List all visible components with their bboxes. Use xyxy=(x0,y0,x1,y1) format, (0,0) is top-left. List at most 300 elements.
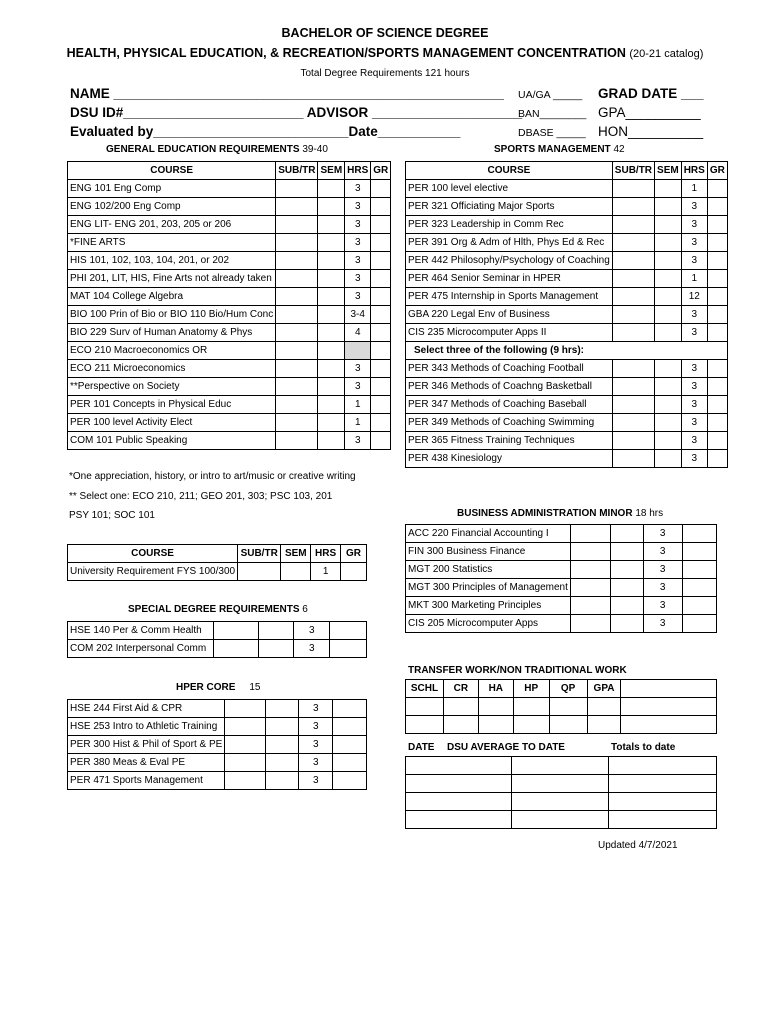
hours-cell: 3 xyxy=(643,561,682,579)
grade-cell[interactable] xyxy=(707,180,727,198)
sem-cell[interactable] xyxy=(281,563,311,581)
degree-title: BACHELOR OF SCIENCE DEGREE xyxy=(281,26,489,40)
hours-cell: 3 xyxy=(681,216,707,234)
select-three-label: Select three of the following (9 hrs): xyxy=(406,342,728,360)
course-name: PER 323 Leadership in Comm Rec xyxy=(406,216,613,234)
header-schl: SCHL xyxy=(406,680,444,698)
transfer-cell[interactable] xyxy=(478,698,513,716)
hours-cell: 3 xyxy=(681,324,707,342)
table-row xyxy=(68,306,391,324)
course-name: ENG 102/200 Eng Comp xyxy=(68,198,276,216)
date-row xyxy=(406,793,717,811)
grade-cell[interactable] xyxy=(707,288,727,306)
hours-cell: 3 xyxy=(345,234,371,252)
header-gr: GR xyxy=(371,162,391,180)
sem-cell[interactable] xyxy=(611,597,643,615)
sem-cell[interactable] xyxy=(266,754,299,772)
grade-cell[interactable] xyxy=(371,342,391,360)
sem-cell[interactable] xyxy=(611,543,643,561)
blank-cell[interactable] xyxy=(621,680,717,698)
sub-tr-cell[interactable] xyxy=(570,597,610,615)
sem-cell[interactable] xyxy=(318,270,345,288)
table-row xyxy=(68,622,367,640)
sem-cell[interactable] xyxy=(318,432,345,450)
sub-tr-cell[interactable] xyxy=(276,378,318,396)
grade-cell[interactable] xyxy=(707,252,727,270)
grade-cell[interactable] xyxy=(371,180,391,198)
sem-cell[interactable] xyxy=(266,700,299,718)
hours-cell: 1 xyxy=(681,270,707,288)
sub-tr-cell[interactable] xyxy=(276,180,318,198)
hours-cell: 1 xyxy=(311,563,341,581)
table-row xyxy=(68,563,367,581)
table-row xyxy=(406,579,717,597)
date-row xyxy=(406,757,717,775)
sem-cell[interactable] xyxy=(266,736,299,754)
sub-tr-cell[interactable] xyxy=(570,543,610,561)
date-cell[interactable] xyxy=(406,775,512,793)
sem-cell[interactable] xyxy=(611,525,643,543)
sub-tr-cell[interactable] xyxy=(276,324,318,342)
sem-cell[interactable] xyxy=(655,360,682,378)
transfer-cell[interactable] xyxy=(621,698,717,716)
course-name: PER 321 Officiating Major Sports xyxy=(406,198,613,216)
sub-tr-cell[interactable] xyxy=(612,378,654,396)
sem-cell[interactable] xyxy=(655,180,682,198)
grade-cell[interactable] xyxy=(333,718,367,736)
table-row xyxy=(406,525,717,543)
hon-field[interactable]: HON__________ xyxy=(598,124,704,139)
transfer-cell[interactable] xyxy=(513,716,549,734)
grade-cell[interactable] xyxy=(707,360,727,378)
sub-tr-cell[interactable] xyxy=(276,342,318,360)
table-row xyxy=(406,597,717,615)
transfer-cell[interactable] xyxy=(587,698,621,716)
table-row xyxy=(68,754,367,772)
sem-cell[interactable] xyxy=(318,306,345,324)
sem-cell[interactable] xyxy=(655,450,682,468)
grade-cell[interactable] xyxy=(340,563,366,581)
sub-tr-cell[interactable] xyxy=(276,360,318,378)
grade-cell[interactable] xyxy=(707,306,727,324)
table-row xyxy=(406,561,717,579)
course-name: COM 202 Interpersonal Comm xyxy=(68,640,214,658)
transfer-cell[interactable] xyxy=(406,698,444,716)
sem-cell[interactable] xyxy=(655,234,682,252)
course-name: MGT 300 Principles of Management xyxy=(406,579,571,597)
hours-cell: 3 xyxy=(345,360,371,378)
table-row xyxy=(68,288,391,306)
course-name: PHI 201, LIT, HIS, Fine Arts not already taken xyxy=(68,270,276,288)
header-gr: GR xyxy=(340,545,366,563)
transfer-cell[interactable] xyxy=(549,698,587,716)
sub-tr-cell[interactable] xyxy=(612,234,654,252)
sub-tr-cell[interactable] xyxy=(570,525,610,543)
table-row xyxy=(406,216,728,234)
grade-cell[interactable] xyxy=(707,270,727,288)
sem-cell[interactable] xyxy=(318,216,345,234)
header-sem: SEM xyxy=(281,545,311,563)
header-sub-tr: SUB/TR xyxy=(612,162,654,180)
sub-tr-cell[interactable] xyxy=(225,754,266,772)
grade-cell[interactable] xyxy=(371,378,391,396)
sem-cell[interactable] xyxy=(318,252,345,270)
course-name: ENG 101 Eng Comp xyxy=(68,180,276,198)
table-row xyxy=(406,288,728,306)
hours-cell: 3 xyxy=(681,450,707,468)
grade-cell[interactable] xyxy=(707,414,727,432)
course-name: PER 101 Concepts in Physical Educ xyxy=(68,396,276,414)
course-name: ECO 211 Microeconomics xyxy=(68,360,276,378)
sub-tr-cell[interactable] xyxy=(276,234,318,252)
grade-cell[interactable] xyxy=(330,640,367,658)
sub-tr-cell[interactable] xyxy=(213,622,258,640)
course-name: ENG LIT- ENG 201, 203, 205 or 206 xyxy=(68,216,276,234)
course-name: ACC 220 Financial Accounting I xyxy=(406,525,571,543)
hours-cell: 3 xyxy=(643,525,682,543)
hours-cell: 3 xyxy=(294,622,330,640)
table-row xyxy=(406,270,728,288)
grade-cell[interactable] xyxy=(371,360,391,378)
hours-cell xyxy=(345,342,371,360)
sub-tr-cell[interactable] xyxy=(612,306,654,324)
grade-cell[interactable] xyxy=(682,561,716,579)
sub-tr-cell[interactable] xyxy=(225,718,266,736)
sub-tr-cell[interactable] xyxy=(612,180,654,198)
course-name: CIS 235 Microcomputer Apps II xyxy=(406,324,613,342)
sem-cell[interactable] xyxy=(655,288,682,306)
sem-cell[interactable] xyxy=(611,561,643,579)
course-name: PER 391 Org & Adm of Hlth, Phys Ed & Rec xyxy=(406,234,613,252)
table-row xyxy=(68,216,391,234)
sub-tr-cell[interactable] xyxy=(276,198,318,216)
sem-cell[interactable] xyxy=(318,180,345,198)
transfer-cell[interactable] xyxy=(406,716,444,734)
table-row xyxy=(406,414,728,432)
table-row xyxy=(68,700,367,718)
course-name: PER 100 level elective xyxy=(406,180,613,198)
transfer-cell[interactable] xyxy=(587,716,621,734)
sub-tr-cell[interactable] xyxy=(612,324,654,342)
sub-tr-cell[interactable] xyxy=(612,216,654,234)
grade-cell[interactable] xyxy=(707,450,727,468)
sem-cell[interactable] xyxy=(655,216,682,234)
sem-cell[interactable] xyxy=(655,378,682,396)
course-name: University Requirement FYS 100/300 xyxy=(68,563,238,581)
sub-tr-cell[interactable] xyxy=(612,450,654,468)
course-name: PER 380 Meas & Eval PE xyxy=(68,754,225,772)
course-name: PER 442 Philosophy/Psychology of Coaching xyxy=(406,252,613,270)
table-row xyxy=(406,360,728,378)
table-row xyxy=(68,360,391,378)
hours-cell: 3 xyxy=(643,579,682,597)
table-row xyxy=(68,772,367,790)
grade-cell[interactable] xyxy=(371,216,391,234)
sem-cell[interactable] xyxy=(655,270,682,288)
grade-cell[interactable] xyxy=(333,736,367,754)
table-row xyxy=(406,324,728,342)
course-name: GBA 220 Legal Env of Business xyxy=(406,306,613,324)
table-row xyxy=(406,198,728,216)
date-cell[interactable] xyxy=(609,793,717,811)
perspective-note: ** Select one: ECO 210, 211; GEO 201, 303; PSC 103, 201 xyxy=(69,491,333,502)
course-name: PER 343 Methods of Coaching Football xyxy=(406,360,613,378)
grade-cell[interactable] xyxy=(682,543,716,561)
sub-tr-cell[interactable] xyxy=(276,288,318,306)
hours-cell: 3 xyxy=(299,754,333,772)
table-header-row xyxy=(406,162,728,180)
sem-cell[interactable] xyxy=(611,615,643,633)
gen-ed-title: GENERAL EDUCATION REQUIREMENTS 39-40 xyxy=(106,144,328,155)
table-row xyxy=(68,180,391,198)
sub-tr-cell[interactable] xyxy=(612,432,654,450)
sem-cell[interactable] xyxy=(318,198,345,216)
transfer-cell[interactable] xyxy=(549,716,587,734)
sub-tr-cell[interactable] xyxy=(276,432,318,450)
sem-cell[interactable] xyxy=(318,396,345,414)
sub-tr-cell[interactable] xyxy=(276,414,318,432)
grade-cell[interactable] xyxy=(333,772,367,790)
grade-cell[interactable] xyxy=(682,615,716,633)
select-row xyxy=(406,342,728,360)
course-name: PER 346 Methods of Coachng Basketball xyxy=(406,378,613,396)
grade-cell[interactable] xyxy=(682,597,716,615)
university-table xyxy=(67,544,367,581)
transfer-row xyxy=(406,716,717,734)
course-name: **Perspective on Society xyxy=(68,378,276,396)
dbase-field[interactable]: DBASE _____ xyxy=(518,127,586,139)
sub-tr-cell[interactable] xyxy=(276,252,318,270)
sem-cell[interactable] xyxy=(318,234,345,252)
sub-tr-cell[interactable] xyxy=(238,563,281,581)
sem-cell[interactable] xyxy=(266,718,299,736)
grade-cell[interactable] xyxy=(707,396,727,414)
sub-tr-cell[interactable] xyxy=(570,615,610,633)
fine-arts-note: *One appreciation, history, or intro to art/music or creative writing xyxy=(69,471,356,482)
hper-table xyxy=(67,699,367,790)
sports-title: SPORTS MANAGEMENT 42 xyxy=(494,144,625,155)
gen-ed-table xyxy=(67,161,391,450)
course-name: ECO 210 Macroeconomics OR xyxy=(68,342,276,360)
hours-cell: 3 xyxy=(299,772,333,790)
grade-cell[interactable] xyxy=(707,234,727,252)
grade-cell[interactable] xyxy=(371,234,391,252)
table-row xyxy=(68,270,391,288)
sem-cell[interactable] xyxy=(655,396,682,414)
course-name: CIS 205 Microcomputer Apps xyxy=(406,615,571,633)
grade-cell[interactable] xyxy=(707,198,727,216)
grade-cell[interactable] xyxy=(707,378,727,396)
sub-tr-cell[interactable] xyxy=(570,561,610,579)
grade-cell[interactable] xyxy=(371,252,391,270)
program-title xyxy=(0,46,770,60)
sem-cell[interactable] xyxy=(655,324,682,342)
hours-cell: 3 xyxy=(299,736,333,754)
grade-cell[interactable] xyxy=(682,579,716,597)
date-cell[interactable] xyxy=(406,811,512,829)
header-course: COURSE xyxy=(68,545,238,563)
sub-tr-cell[interactable] xyxy=(612,396,654,414)
grade-cell[interactable] xyxy=(371,396,391,414)
sem-cell[interactable] xyxy=(318,342,345,360)
table-row xyxy=(406,450,728,468)
header-sub-tr: SUB/TR xyxy=(238,545,281,563)
grade-cell[interactable] xyxy=(371,270,391,288)
hours-cell: 3 xyxy=(345,216,371,234)
course-name: HSE 140 Per & Comm Health xyxy=(68,622,214,640)
sem-cell[interactable] xyxy=(655,198,682,216)
hours-cell: 3 xyxy=(681,252,707,270)
transfer-header-row xyxy=(406,680,717,698)
business-title: BUSINESS ADMINISTRATION MINOR 18 hrs xyxy=(457,508,664,519)
date-cell[interactable] xyxy=(511,775,609,793)
sub-tr-cell[interactable] xyxy=(276,396,318,414)
transfer-cell[interactable] xyxy=(513,698,549,716)
table-row xyxy=(406,306,728,324)
grade-cell[interactable] xyxy=(707,432,727,450)
hours-cell: 3 xyxy=(681,306,707,324)
sub-tr-cell[interactable] xyxy=(225,700,266,718)
table-row xyxy=(68,378,391,396)
header-sem: SEM xyxy=(318,162,345,180)
transfer-table xyxy=(405,679,717,734)
hours-cell: 3 xyxy=(299,700,333,718)
total-hours: Total Degree Requirements 121 hours xyxy=(300,68,470,79)
grade-cell[interactable] xyxy=(707,324,727,342)
grade-cell[interactable] xyxy=(371,288,391,306)
hours-cell: 3 xyxy=(681,360,707,378)
special-table xyxy=(67,621,367,658)
sem-cell[interactable] xyxy=(318,360,345,378)
hours-cell: 3 xyxy=(345,270,371,288)
table-row xyxy=(68,234,391,252)
grade-cell[interactable] xyxy=(371,432,391,450)
hours-cell: 3-4 xyxy=(345,306,371,324)
hours-cell: 3 xyxy=(345,288,371,306)
sub-tr-cell[interactable] xyxy=(612,252,654,270)
grad-date-field[interactable]: GRAD DATE ___ xyxy=(598,86,704,101)
sub-tr-cell[interactable] xyxy=(612,270,654,288)
hours-cell: 4 xyxy=(345,324,371,342)
evaluated-by-field[interactable]: Evaluated by__________________________Date___________ xyxy=(70,124,461,139)
course-name: FIN 300 Business Finance xyxy=(406,543,571,561)
course-name: COM 101 Public Speaking xyxy=(68,432,276,450)
hper-title: HPER CORE 15 xyxy=(176,682,261,693)
sem-cell[interactable] xyxy=(655,252,682,270)
hours-cell: 12 xyxy=(681,288,707,306)
header-sem: SEM xyxy=(655,162,682,180)
course-name: PER 347 Methods of Coaching Baseball xyxy=(406,396,613,414)
course-name: PER 464 Senior Seminar in HPER xyxy=(406,270,613,288)
dsu-id-advisor-field[interactable]: DSU ID#________________________ ADVISOR ____________________ xyxy=(70,105,523,120)
date-cell[interactable] xyxy=(609,775,717,793)
course-name: BIO 100 Prin of Bio or BIO 110 Bio/Hum Conc xyxy=(68,306,276,324)
ban-field[interactable]: BAN________ xyxy=(518,108,587,120)
sem-cell[interactable] xyxy=(258,640,294,658)
sub-tr-cell[interactable] xyxy=(570,579,610,597)
name-field[interactable]: NAME ____________________________________________________ xyxy=(70,86,504,101)
table-header-row xyxy=(68,162,391,180)
sub-tr-cell[interactable] xyxy=(225,772,266,790)
hours-cell: 3 xyxy=(681,234,707,252)
date-cell[interactable] xyxy=(609,757,717,775)
uaga-field[interactable]: UA/GA _____ xyxy=(518,89,583,101)
sem-cell[interactable] xyxy=(655,306,682,324)
table-row xyxy=(68,736,367,754)
date-label: DATE xyxy=(408,742,435,753)
sub-tr-cell[interactable] xyxy=(213,640,258,658)
gpa-field[interactable]: GPA__________ xyxy=(598,105,701,120)
grade-cell[interactable] xyxy=(371,324,391,342)
grade-cell[interactable] xyxy=(371,414,391,432)
catalog-year: (20-21 catalog) xyxy=(629,48,704,60)
hours-cell: 3 xyxy=(681,198,707,216)
date-cell[interactable] xyxy=(406,793,512,811)
sub-tr-cell[interactable] xyxy=(612,360,654,378)
sub-tr-cell[interactable] xyxy=(612,198,654,216)
grade-cell[interactable] xyxy=(707,216,727,234)
hours-cell: 1 xyxy=(681,180,707,198)
hours-cell: 3 xyxy=(681,396,707,414)
hours-cell: 3 xyxy=(294,640,330,658)
date-cell[interactable] xyxy=(511,811,609,829)
header-hrs: HRS xyxy=(311,545,341,563)
grade-cell[interactable] xyxy=(371,198,391,216)
sub-tr-cell[interactable] xyxy=(276,270,318,288)
sub-tr-cell[interactable] xyxy=(276,216,318,234)
sem-cell[interactable] xyxy=(258,622,294,640)
sub-tr-cell[interactable] xyxy=(276,306,318,324)
date-cell[interactable] xyxy=(511,757,609,775)
transfer-row xyxy=(406,698,717,716)
sub-tr-cell[interactable] xyxy=(612,288,654,306)
date-cell[interactable] xyxy=(511,793,609,811)
transfer-cell[interactable] xyxy=(443,698,478,716)
date-cell[interactable] xyxy=(406,757,512,775)
course-name: PER 365 Fitness Training Techniques xyxy=(406,432,613,450)
hours-cell: 3 xyxy=(643,615,682,633)
sem-cell[interactable] xyxy=(655,414,682,432)
grade-cell[interactable] xyxy=(330,622,367,640)
sem-cell[interactable] xyxy=(655,432,682,450)
transfer-cell[interactable] xyxy=(621,716,717,734)
grade-cell[interactable] xyxy=(371,306,391,324)
sem-cell[interactable] xyxy=(318,324,345,342)
sem-cell[interactable] xyxy=(318,288,345,306)
transfer-cell[interactable] xyxy=(478,716,513,734)
course-name: HSE 244 First Aid & CPR xyxy=(68,700,225,718)
sub-tr-cell[interactable] xyxy=(612,414,654,432)
sem-cell[interactable] xyxy=(318,378,345,396)
hours-cell: 3 xyxy=(643,543,682,561)
course-name: PER 438 Kinesiology xyxy=(406,450,613,468)
sem-cell[interactable] xyxy=(318,414,345,432)
perspective-note-2: PSY 101; SOC 101 xyxy=(69,510,155,521)
hours-cell: 3 xyxy=(299,718,333,736)
sub-tr-cell[interactable] xyxy=(225,736,266,754)
header-cr: CR xyxy=(443,680,478,698)
hours-cell: 3 xyxy=(345,252,371,270)
sem-cell[interactable] xyxy=(266,772,299,790)
sem-cell[interactable] xyxy=(611,579,643,597)
transfer-cell[interactable] xyxy=(443,716,478,734)
table-row xyxy=(406,543,717,561)
grade-cell[interactable] xyxy=(333,754,367,772)
date-cell[interactable] xyxy=(609,811,717,829)
grade-cell[interactable] xyxy=(682,525,716,543)
grade-cell[interactable] xyxy=(333,700,367,718)
course-name: MGT 200 Statistics xyxy=(406,561,571,579)
